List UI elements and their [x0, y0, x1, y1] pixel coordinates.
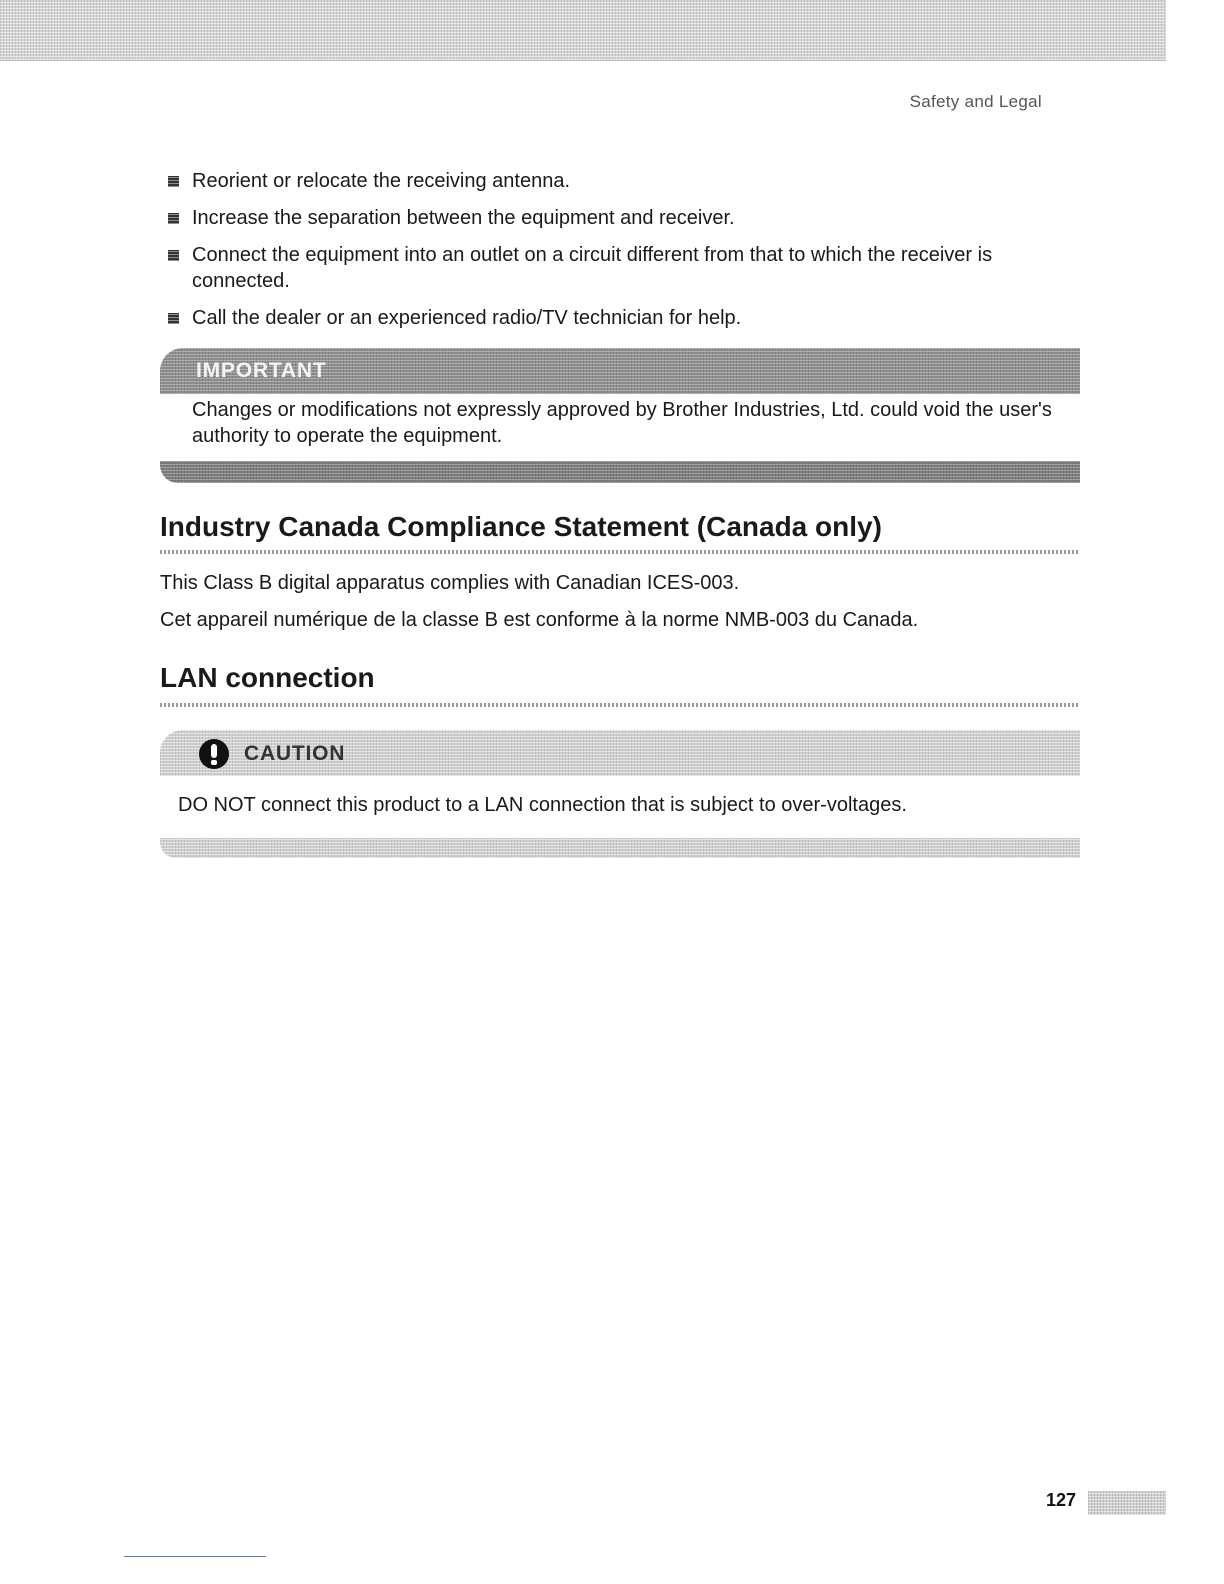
page-number: 127	[1046, 1490, 1077, 1510]
caution-bottom-bar	[160, 838, 1080, 858]
list-item	[166, 305, 1066, 331]
canada-text-french: Cet appareil numérique de la classe B est conforme à la norme NMB-003 du Canada.	[160, 609, 919, 631]
list-item-text: Call the dealer or an experienced radio/TV technician for help.	[192, 307, 742, 329]
square-bullet-icon	[168, 213, 179, 224]
list-item	[166, 205, 1066, 231]
canada-text-english: This Class B digital apparatus complies with Canadian ICES-003.	[160, 572, 740, 594]
list-item-text: Connect the equipment into an outlet on a circuit different from that to which the receiver is connected.	[192, 244, 993, 292]
list-item	[166, 242, 1066, 294]
important-bottom-bar	[160, 461, 1080, 483]
canada-heading-rule	[160, 550, 1080, 554]
footer-line	[124, 1556, 266, 1557]
lan-heading: LAN connection	[160, 662, 375, 693]
square-bullet-icon	[168, 176, 179, 187]
important-title: IMPORTANT	[196, 359, 327, 382]
bullet-list	[166, 168, 1066, 342]
square-bullet-icon	[168, 313, 179, 324]
list-item	[166, 168, 1066, 194]
important-banner	[160, 348, 1080, 394]
page-tab	[1088, 1491, 1166, 1515]
caution-banner	[160, 730, 1080, 776]
exclamation-icon	[199, 739, 229, 769]
list-item-text: Reorient or relocate the receiving antenna.	[192, 170, 571, 192]
header-band	[0, 0, 1166, 61]
lan-heading-rule	[160, 703, 1080, 707]
canada-heading: Industry Canada Compliance Statement (Canada only)	[160, 511, 882, 542]
caution-text: DO NOT connect this product to a LAN connection that is subject to over-voltages.	[178, 794, 907, 816]
list-item-text: Increase the separation between the equipment and receiver.	[192, 207, 735, 229]
square-bullet-icon	[168, 250, 179, 261]
important-text: Changes or modifications not expressly approved by Brother Industries, Ltd. could void the user's authority to operate the equipment.	[192, 399, 1052, 447]
caution-title: CAUTION	[244, 742, 346, 765]
section-label: Safety and Legal	[909, 92, 1042, 111]
